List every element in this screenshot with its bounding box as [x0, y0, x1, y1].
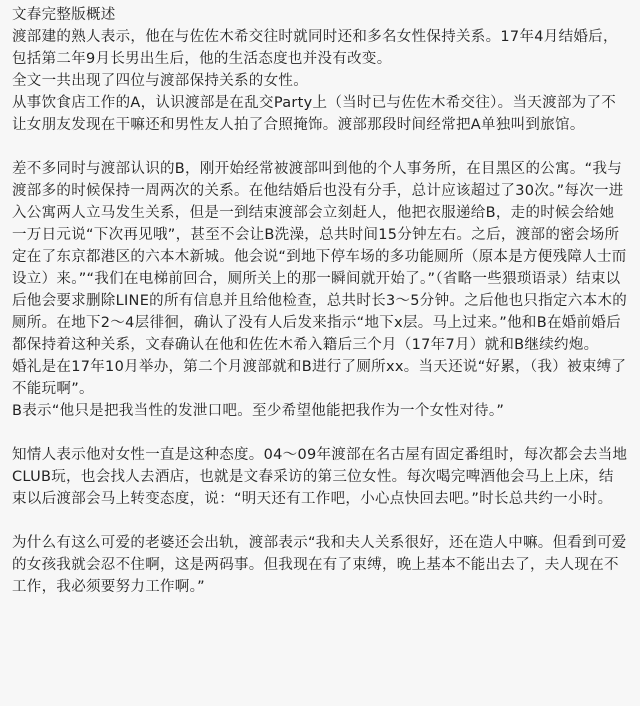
paragraph-woman-b: 差不多同时与渡部认识的B，刚开始经常被渡部叫到他的个人事务所，在目黑区的公寓。“我与渡部多的时候保持一周两次的关系。在他结婚后也没有分手，总计应该超过了30次。”每次一进入公寓两人立马发生关系，但是一到结束渡部会立刻赶人，他把衣服递给B，走的时候会给她一万日元说“下次再见哦”，甚至不会让B洗澡，总共时间15分钟左右。之后，渡部的密会场所定在了东京都港区的六本木新城。他会说“到地下停车场的多功能厕所（原本是方便残障人士而设立）来。”“我们在电梯前回合，厕所关上的那一瞬间就开始了。”（省略一些猥琐语录）结束以后他会要求删除LINE的所有信息并且给他检查，总共时长3～5分钟。之后他也只指定六本木的厕所。在地下2～4层徘徊，确认了没有人后发来指示“地下x层。马上过来。”他和B在婚前婚后都保持着这种关系，文春确认在他和佐佐木希入籍后三个月（17年7月）就和B继续约炮。 [12, 161, 628, 353]
paragraph-intro: 渡部建的熟人表示，他在与佐佐木希交往时就同时还和多名女性保持关系。17年4月结婚后，包括第二年9月长男出生后，他的生活态度也并没有改变。 [12, 29, 618, 67]
paragraph-spacer [12, 136, 628, 158]
paragraph-watanabe-statement: 为什么有这么可爱的老婆还会出轨，渡部表示“我和夫人关系很好，还在造人中嘛。但看到可爱的女孩我就会忍不住啊，这是两码事。但我现在有了束缚，晚上基本不能出去了，夫人现在不工作，我必须要努力工作啊。” [12, 535, 627, 595]
paragraph-spacer [12, 510, 628, 532]
paragraph-b-statement: B表示“他只是把我当性的发泄口吧。至少希望他能把我作为一个女性对待。” [12, 403, 505, 419]
paragraph-four-women: 全文一共出现了四位与渡部保持关系的女性。 [12, 73, 308, 89]
paragraph-wedding: 婚礼是在17年10月举办，第二个月渡部就和B进行了厕所xx。当天还说“好累，（我）被束缚了不能玩啊”。 [12, 359, 627, 397]
document-title: 文春完整版概述 [12, 7, 116, 23]
paragraph-insider: 知情人表示他对女性一直是这种态度。04～09年渡部在名古屋有固定番组时，每次都会去当地CLUB玩，也会找人去酒店，也就是文春采访的第三位女性。每次喝完啤酒他会马上上床，结束以后渡部会马上转变态度，说：“明天还有工作吧，小心点快回去吧。”时长总共约一小时。 [12, 447, 628, 507]
paragraph-spacer [12, 422, 628, 444]
paragraph-woman-a: 从事饮食店工作的A，认识渡部是在乱交Party上（当时已与佐佐木希交往）。当天渡部为了不让女朋友发现在干嘛还和男性友人拍了合照掩饰。渡部那段时间经常把A单独叫到旅馆。 [12, 95, 617, 133]
